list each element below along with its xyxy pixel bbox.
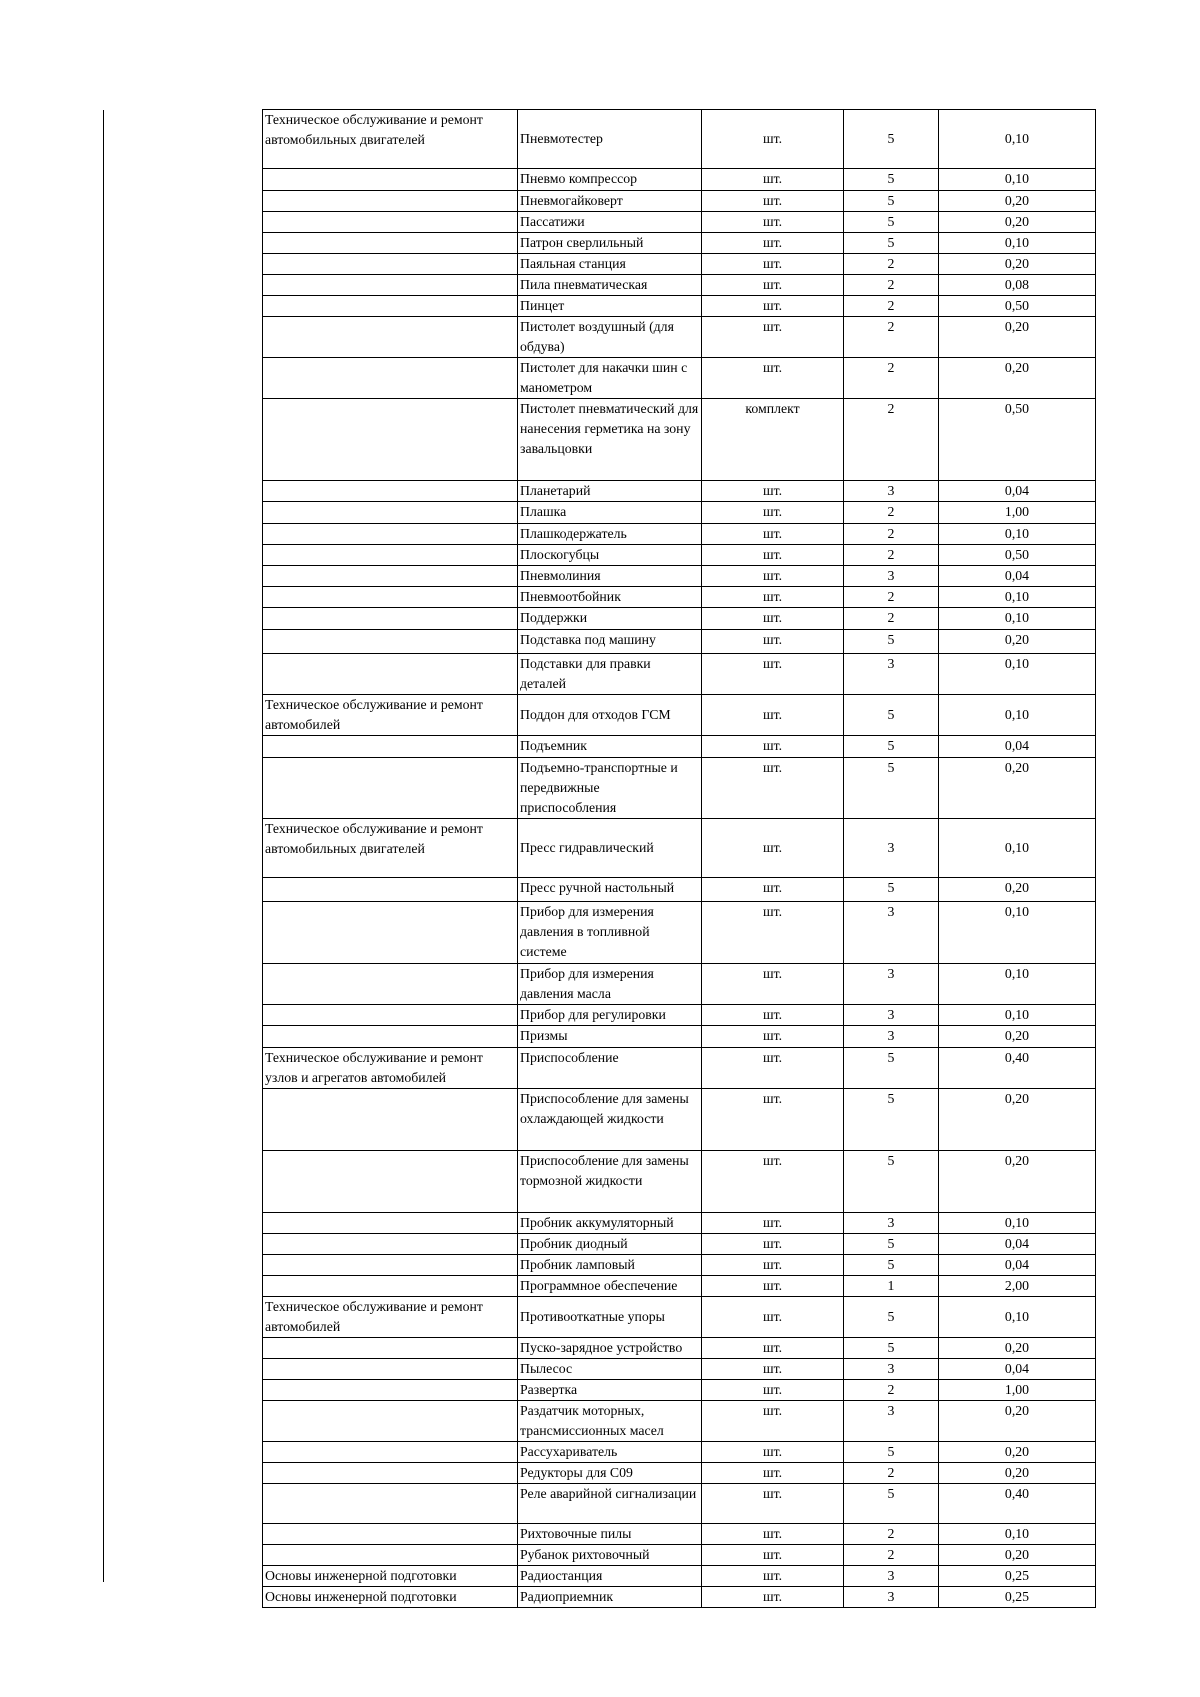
left-margin-rule bbox=[103, 110, 104, 1582]
row-norm-cell: 0,20 bbox=[939, 317, 1096, 358]
row-section-cell: Техническое обслуживание и ремонт автомобильных двигателей bbox=[263, 819, 518, 878]
row-qty-cell: 3 bbox=[844, 1359, 939, 1380]
row-norm-cell: 0,40 bbox=[939, 1484, 1096, 1524]
row-name-cell: Рихтовочные пилы bbox=[518, 1524, 702, 1545]
row-norm-cell: 0,50 bbox=[939, 296, 1096, 317]
row-qty-cell: 3 bbox=[844, 1587, 939, 1608]
row-norm-cell: 0,10 bbox=[939, 695, 1096, 736]
row-name-cell: Раздатчик моторных, трансмиссионных масел bbox=[518, 1401, 702, 1442]
row-section-cell bbox=[263, 358, 518, 399]
row-unit-cell: шт. bbox=[702, 1151, 844, 1213]
row-unit-cell: шт. bbox=[702, 233, 844, 254]
table-row bbox=[263, 1338, 1096, 1359]
row-section-cell bbox=[263, 1213, 518, 1234]
table-row bbox=[263, 399, 1096, 481]
row-name-cell: Пинцет bbox=[518, 296, 702, 317]
row-section-cell bbox=[263, 1359, 518, 1380]
row-section-cell bbox=[263, 1234, 518, 1255]
table-row bbox=[263, 545, 1096, 566]
row-name-cell: Прибор для измерения давления в топливной системе bbox=[518, 902, 702, 964]
row-name-cell: Пресс гидравлический bbox=[518, 819, 702, 878]
row-norm-cell: 0,10 bbox=[939, 233, 1096, 254]
table-row bbox=[263, 502, 1096, 524]
row-norm-cell: 0,10 bbox=[939, 587, 1096, 608]
row-qty-cell: 3 bbox=[844, 1213, 939, 1234]
row-qty-cell: 5 bbox=[844, 110, 939, 169]
row-name-cell: Приспособление bbox=[518, 1048, 702, 1089]
row-qty-cell: 3 bbox=[844, 654, 939, 695]
row-qty-cell: 5 bbox=[844, 1484, 939, 1524]
row-section-cell bbox=[263, 654, 518, 695]
row-norm-cell: 0,10 bbox=[939, 169, 1096, 191]
row-norm-cell: 0,20 bbox=[939, 212, 1096, 233]
row-section-cell bbox=[263, 502, 518, 524]
row-name-cell: Подъемник bbox=[518, 736, 702, 758]
table-row bbox=[263, 1048, 1096, 1089]
row-qty-cell: 2 bbox=[844, 296, 939, 317]
row-section-cell bbox=[263, 1463, 518, 1484]
row-name-cell: Плашка bbox=[518, 502, 702, 524]
row-name-cell: Подставка под машину bbox=[518, 630, 702, 654]
table-row bbox=[263, 1524, 1096, 1545]
row-section-cell bbox=[263, 902, 518, 964]
row-norm-cell: 0,20 bbox=[939, 191, 1096, 212]
row-qty-cell: 5 bbox=[844, 1255, 939, 1276]
table-row bbox=[263, 317, 1096, 358]
table-row bbox=[263, 1587, 1096, 1608]
row-section-cell: Техническое обслуживание и ремонт автомобильных двигателей bbox=[263, 110, 518, 169]
table-row bbox=[263, 654, 1096, 695]
row-unit-cell: шт. bbox=[702, 1048, 844, 1089]
row-norm-cell: 2,00 bbox=[939, 1276, 1096, 1297]
row-section-cell: Основы инженерной подготовки bbox=[263, 1566, 518, 1587]
row-unit-cell: шт. bbox=[702, 654, 844, 695]
row-norm-cell: 0,10 bbox=[939, 1297, 1096, 1338]
row-norm-cell: 0,10 bbox=[939, 110, 1096, 169]
row-name-cell: Пневмоотбойник bbox=[518, 587, 702, 608]
row-qty-cell: 5 bbox=[844, 1151, 939, 1213]
table-row bbox=[263, 1234, 1096, 1255]
row-unit-cell: шт. bbox=[702, 1587, 844, 1608]
row-qty-cell: 2 bbox=[844, 317, 939, 358]
row-section-cell: Основы инженерной подготовки bbox=[263, 1587, 518, 1608]
row-norm-cell: 0,10 bbox=[939, 1524, 1096, 1545]
row-section-cell bbox=[263, 758, 518, 819]
row-unit-cell: шт. bbox=[702, 758, 844, 819]
row-section-cell bbox=[263, 1255, 518, 1276]
row-section-cell: Техническое обслуживание и ремонт автомобилей bbox=[263, 1297, 518, 1338]
row-norm-cell: 0,20 bbox=[939, 878, 1096, 902]
row-section-cell bbox=[263, 1276, 518, 1297]
row-unit-cell: шт. bbox=[702, 566, 844, 587]
row-unit-cell: шт. bbox=[702, 275, 844, 296]
row-qty-cell: 3 bbox=[844, 1005, 939, 1026]
row-norm-cell: 0,10 bbox=[939, 1213, 1096, 1234]
row-unit-cell: шт. bbox=[702, 736, 844, 758]
row-norm-cell: 0,20 bbox=[939, 1026, 1096, 1048]
row-unit-cell: шт. bbox=[702, 608, 844, 630]
row-unit-cell: шт. bbox=[702, 1255, 844, 1276]
row-norm-cell: 0,20 bbox=[939, 1545, 1096, 1566]
row-name-cell: Приспособление для замены тормозной жидкости bbox=[518, 1151, 702, 1213]
row-qty-cell: 2 bbox=[844, 608, 939, 630]
row-unit-cell: шт. bbox=[702, 1234, 844, 1255]
row-qty-cell: 5 bbox=[844, 878, 939, 902]
row-name-cell: Рассухариватель bbox=[518, 1442, 702, 1463]
equipment-table bbox=[262, 109, 1096, 1608]
table-row bbox=[263, 695, 1096, 736]
row-norm-cell: 0,25 bbox=[939, 1566, 1096, 1587]
row-unit-cell: шт. bbox=[702, 524, 844, 545]
row-qty-cell: 3 bbox=[844, 481, 939, 502]
row-name-cell: Пылесос bbox=[518, 1359, 702, 1380]
row-section-cell bbox=[263, 481, 518, 502]
row-unit-cell: шт. bbox=[702, 1359, 844, 1380]
row-unit-cell: шт. bbox=[702, 964, 844, 1005]
row-norm-cell: 1,00 bbox=[939, 1380, 1096, 1401]
row-norm-cell: 0,08 bbox=[939, 275, 1096, 296]
row-name-cell: Редукторы для С09 bbox=[518, 1463, 702, 1484]
row-qty-cell: 2 bbox=[844, 1524, 939, 1545]
row-section-cell bbox=[263, 524, 518, 545]
row-norm-cell: 0,04 bbox=[939, 736, 1096, 758]
row-name-cell: Пробник аккумуляторный bbox=[518, 1213, 702, 1234]
row-name-cell: Поддон для отходов ГСМ bbox=[518, 695, 702, 736]
row-qty-cell: 5 bbox=[844, 233, 939, 254]
row-norm-cell: 0,50 bbox=[939, 545, 1096, 566]
row-name-cell: Прибор для измерения давления масла bbox=[518, 964, 702, 1005]
row-norm-cell: 0,40 bbox=[939, 1048, 1096, 1089]
table-row bbox=[263, 1463, 1096, 1484]
row-qty-cell: 3 bbox=[844, 1566, 939, 1587]
row-section-cell: Техническое обслуживание и ремонт автомобилей bbox=[263, 695, 518, 736]
table-row bbox=[263, 481, 1096, 502]
row-norm-cell: 0,20 bbox=[939, 1463, 1096, 1484]
row-name-cell: Пробник диодный bbox=[518, 1234, 702, 1255]
row-qty-cell: 5 bbox=[844, 1297, 939, 1338]
row-unit-cell: шт. bbox=[702, 1276, 844, 1297]
table-row bbox=[263, 191, 1096, 212]
table-row bbox=[263, 878, 1096, 902]
row-qty-cell: 1 bbox=[844, 1276, 939, 1297]
row-norm-cell: 0,20 bbox=[939, 1089, 1096, 1151]
row-section-cell bbox=[263, 630, 518, 654]
row-section-cell bbox=[263, 254, 518, 275]
row-name-cell: Пистолет пневматический для нанесения герметика на зону завальцовки bbox=[518, 399, 702, 481]
row-norm-cell: 0,20 bbox=[939, 1442, 1096, 1463]
row-name-cell: Паяльная станция bbox=[518, 254, 702, 275]
row-name-cell: Развертка bbox=[518, 1380, 702, 1401]
row-name-cell: Планетарий bbox=[518, 481, 702, 502]
row-qty-cell: 2 bbox=[844, 524, 939, 545]
table-row bbox=[263, 1276, 1096, 1297]
row-unit-cell: шт. bbox=[702, 191, 844, 212]
row-qty-cell: 3 bbox=[844, 1026, 939, 1048]
table-row bbox=[263, 736, 1096, 758]
row-norm-cell: 0,10 bbox=[939, 1005, 1096, 1026]
table-row bbox=[263, 902, 1096, 964]
table-row bbox=[263, 964, 1096, 1005]
row-norm-cell: 0,20 bbox=[939, 358, 1096, 399]
row-norm-cell: 0,10 bbox=[939, 608, 1096, 630]
row-qty-cell: 5 bbox=[844, 758, 939, 819]
table-row bbox=[263, 1151, 1096, 1213]
row-unit-cell: шт. bbox=[702, 358, 844, 399]
row-unit-cell: шт. bbox=[702, 296, 844, 317]
table-row bbox=[263, 296, 1096, 317]
table-row bbox=[263, 524, 1096, 545]
table-row bbox=[263, 212, 1096, 233]
row-qty-cell: 5 bbox=[844, 695, 939, 736]
row-unit-cell: шт. bbox=[702, 481, 844, 502]
row-unit-cell: шт. bbox=[702, 1380, 844, 1401]
row-name-cell: Пневмо компрессор bbox=[518, 169, 702, 191]
table-row bbox=[263, 1089, 1096, 1151]
row-section-cell bbox=[263, 1338, 518, 1359]
row-section-cell bbox=[263, 296, 518, 317]
row-name-cell: Программное обеспечение bbox=[518, 1276, 702, 1297]
equipment-table-body bbox=[263, 110, 1096, 1608]
row-qty-cell: 3 bbox=[844, 964, 939, 1005]
row-norm-cell: 0,04 bbox=[939, 481, 1096, 502]
table-row bbox=[263, 1484, 1096, 1524]
row-unit-cell: шт. bbox=[702, 1401, 844, 1442]
row-name-cell: Пистолет воздушный (для обдува) bbox=[518, 317, 702, 358]
row-section-cell bbox=[263, 275, 518, 296]
row-qty-cell: 5 bbox=[844, 1234, 939, 1255]
table-row bbox=[263, 608, 1096, 630]
row-name-cell: Рубанок рихтовочный bbox=[518, 1545, 702, 1566]
table-row bbox=[263, 1566, 1096, 1587]
row-unit-cell: шт. bbox=[702, 254, 844, 275]
table-row bbox=[263, 1297, 1096, 1338]
row-unit-cell: шт. bbox=[702, 695, 844, 736]
row-section-cell: Техническое обслуживание и ремонт узлов и агрегатов автомобилей bbox=[263, 1048, 518, 1089]
row-qty-cell: 3 bbox=[844, 819, 939, 878]
row-unit-cell: шт. bbox=[702, 1566, 844, 1587]
row-qty-cell: 5 bbox=[844, 1048, 939, 1089]
table-row bbox=[263, 358, 1096, 399]
row-norm-cell: 0,10 bbox=[939, 964, 1096, 1005]
row-name-cell: Пневмогайковерт bbox=[518, 191, 702, 212]
row-norm-cell: 0,04 bbox=[939, 566, 1096, 587]
row-qty-cell: 3 bbox=[844, 1401, 939, 1442]
row-section-cell bbox=[263, 1442, 518, 1463]
table-row bbox=[263, 819, 1096, 878]
row-name-cell: Плашкодержатель bbox=[518, 524, 702, 545]
table-row bbox=[263, 110, 1096, 169]
row-unit-cell: шт. bbox=[702, 1484, 844, 1524]
row-name-cell: Радиостанция bbox=[518, 1566, 702, 1587]
row-name-cell: Противооткатные упоры bbox=[518, 1297, 702, 1338]
row-name-cell: Плоскогубцы bbox=[518, 545, 702, 566]
row-section-cell bbox=[263, 1380, 518, 1401]
row-norm-cell: 0,20 bbox=[939, 758, 1096, 819]
row-name-cell: Пуско-зарядное устройство bbox=[518, 1338, 702, 1359]
row-unit-cell: шт. bbox=[702, 902, 844, 964]
table-row bbox=[263, 1545, 1096, 1566]
row-section-cell bbox=[263, 1005, 518, 1026]
row-unit-cell: шт. bbox=[702, 1213, 844, 1234]
row-qty-cell: 5 bbox=[844, 1089, 939, 1151]
row-norm-cell: 0,10 bbox=[939, 902, 1096, 964]
row-norm-cell: 0,50 bbox=[939, 399, 1096, 481]
row-norm-cell: 1,00 bbox=[939, 502, 1096, 524]
row-section-cell bbox=[263, 1545, 518, 1566]
row-qty-cell: 2 bbox=[844, 545, 939, 566]
row-unit-cell: шт. bbox=[702, 1297, 844, 1338]
row-unit-cell: шт. bbox=[702, 819, 844, 878]
row-section-cell bbox=[263, 1401, 518, 1442]
row-name-cell: Радиоприемник bbox=[518, 1587, 702, 1608]
row-name-cell: Пила пневматическая bbox=[518, 275, 702, 296]
table-row bbox=[263, 566, 1096, 587]
table-row bbox=[263, 254, 1096, 275]
row-qty-cell: 5 bbox=[844, 212, 939, 233]
row-qty-cell: 2 bbox=[844, 399, 939, 481]
row-name-cell: Реле аварийной сигнализации bbox=[518, 1484, 702, 1524]
row-unit-cell: шт. bbox=[702, 1089, 844, 1151]
row-section-cell bbox=[263, 1026, 518, 1048]
row-name-cell: Пистолет для накачки шин с манометром bbox=[518, 358, 702, 399]
table-row bbox=[263, 1026, 1096, 1048]
row-unit-cell: шт. bbox=[702, 1524, 844, 1545]
row-norm-cell: 0,04 bbox=[939, 1359, 1096, 1380]
table-row bbox=[263, 758, 1096, 819]
row-unit-cell: шт. bbox=[702, 169, 844, 191]
row-qty-cell: 5 bbox=[844, 630, 939, 654]
row-section-cell bbox=[263, 736, 518, 758]
row-qty-cell: 5 bbox=[844, 736, 939, 758]
row-name-cell: Пробник ламповый bbox=[518, 1255, 702, 1276]
table-row bbox=[263, 169, 1096, 191]
row-qty-cell: 5 bbox=[844, 191, 939, 212]
row-name-cell: Подъемно-транспортные и передвижные приспособления bbox=[518, 758, 702, 819]
row-norm-cell: 0,10 bbox=[939, 654, 1096, 695]
row-name-cell: Пресс ручной настольный bbox=[518, 878, 702, 902]
row-section-cell bbox=[263, 587, 518, 608]
row-unit-cell: шт. bbox=[702, 878, 844, 902]
row-section-cell bbox=[263, 964, 518, 1005]
row-norm-cell: 0,20 bbox=[939, 630, 1096, 654]
row-unit-cell: шт. bbox=[702, 1338, 844, 1359]
row-unit-cell: шт. bbox=[702, 545, 844, 566]
row-section-cell bbox=[263, 169, 518, 191]
row-unit-cell: шт. bbox=[702, 1026, 844, 1048]
row-section-cell bbox=[263, 317, 518, 358]
table-row bbox=[263, 1359, 1096, 1380]
row-qty-cell: 2 bbox=[844, 275, 939, 296]
row-qty-cell: 2 bbox=[844, 254, 939, 275]
table-row bbox=[263, 587, 1096, 608]
row-section-cell bbox=[263, 1089, 518, 1151]
row-section-cell bbox=[263, 566, 518, 587]
row-unit-cell: шт. bbox=[702, 1005, 844, 1026]
row-section-cell bbox=[263, 212, 518, 233]
row-norm-cell: 0,10 bbox=[939, 524, 1096, 545]
table-row bbox=[263, 1005, 1096, 1026]
row-name-cell: Пневмолиния bbox=[518, 566, 702, 587]
row-name-cell: Поддержки bbox=[518, 608, 702, 630]
table-row bbox=[263, 233, 1096, 254]
row-section-cell bbox=[263, 399, 518, 481]
row-section-cell bbox=[263, 608, 518, 630]
row-section-cell bbox=[263, 233, 518, 254]
row-name-cell: Подставки для правки деталей bbox=[518, 654, 702, 695]
row-unit-cell: шт. bbox=[702, 110, 844, 169]
row-qty-cell: 2 bbox=[844, 587, 939, 608]
row-qty-cell: 2 bbox=[844, 1380, 939, 1401]
table-row bbox=[263, 630, 1096, 654]
row-unit-cell: шт. bbox=[702, 212, 844, 233]
row-unit-cell: шт. bbox=[702, 502, 844, 524]
row-name-cell: Приспособление для замены охлаждающей жидкости bbox=[518, 1089, 702, 1151]
row-unit-cell: шт. bbox=[702, 587, 844, 608]
row-qty-cell: 3 bbox=[844, 566, 939, 587]
row-norm-cell: 0,25 bbox=[939, 1587, 1096, 1608]
row-unit-cell: шт. bbox=[702, 1463, 844, 1484]
row-qty-cell: 3 bbox=[844, 902, 939, 964]
row-qty-cell: 5 bbox=[844, 1442, 939, 1463]
row-unit-cell: шт. bbox=[702, 630, 844, 654]
row-name-cell: Пассатижи bbox=[518, 212, 702, 233]
row-qty-cell: 2 bbox=[844, 1463, 939, 1484]
row-section-cell bbox=[263, 545, 518, 566]
row-norm-cell: 0,10 bbox=[939, 819, 1096, 878]
table-row bbox=[263, 275, 1096, 296]
row-section-cell bbox=[263, 1524, 518, 1545]
row-name-cell: Патрон сверлильный bbox=[518, 233, 702, 254]
table-row bbox=[263, 1255, 1096, 1276]
table-row bbox=[263, 1401, 1096, 1442]
row-section-cell bbox=[263, 1151, 518, 1213]
row-norm-cell: 0,04 bbox=[939, 1234, 1096, 1255]
row-norm-cell: 0,20 bbox=[939, 254, 1096, 275]
row-section-cell bbox=[263, 878, 518, 902]
row-norm-cell: 0,20 bbox=[939, 1401, 1096, 1442]
row-section-cell bbox=[263, 191, 518, 212]
row-unit-cell: шт. bbox=[702, 1442, 844, 1463]
row-section-cell bbox=[263, 1484, 518, 1524]
table-row bbox=[263, 1442, 1096, 1463]
row-norm-cell: 0,20 bbox=[939, 1151, 1096, 1213]
table-row bbox=[263, 1213, 1096, 1234]
row-norm-cell: 0,20 bbox=[939, 1338, 1096, 1359]
row-norm-cell: 0,04 bbox=[939, 1255, 1096, 1276]
row-name-cell: Пневмотестер bbox=[518, 110, 702, 169]
row-qty-cell: 2 bbox=[844, 358, 939, 399]
row-name-cell: Призмы bbox=[518, 1026, 702, 1048]
row-unit-cell: шт. bbox=[702, 1545, 844, 1566]
row-name-cell: Прибор для регулировки bbox=[518, 1005, 702, 1026]
row-unit-cell: комплект bbox=[702, 399, 844, 481]
row-qty-cell: 2 bbox=[844, 1545, 939, 1566]
row-qty-cell: 2 bbox=[844, 502, 939, 524]
table-row bbox=[263, 1380, 1096, 1401]
row-unit-cell: шт. bbox=[702, 317, 844, 358]
row-qty-cell: 5 bbox=[844, 1338, 939, 1359]
row-qty-cell: 5 bbox=[844, 169, 939, 191]
